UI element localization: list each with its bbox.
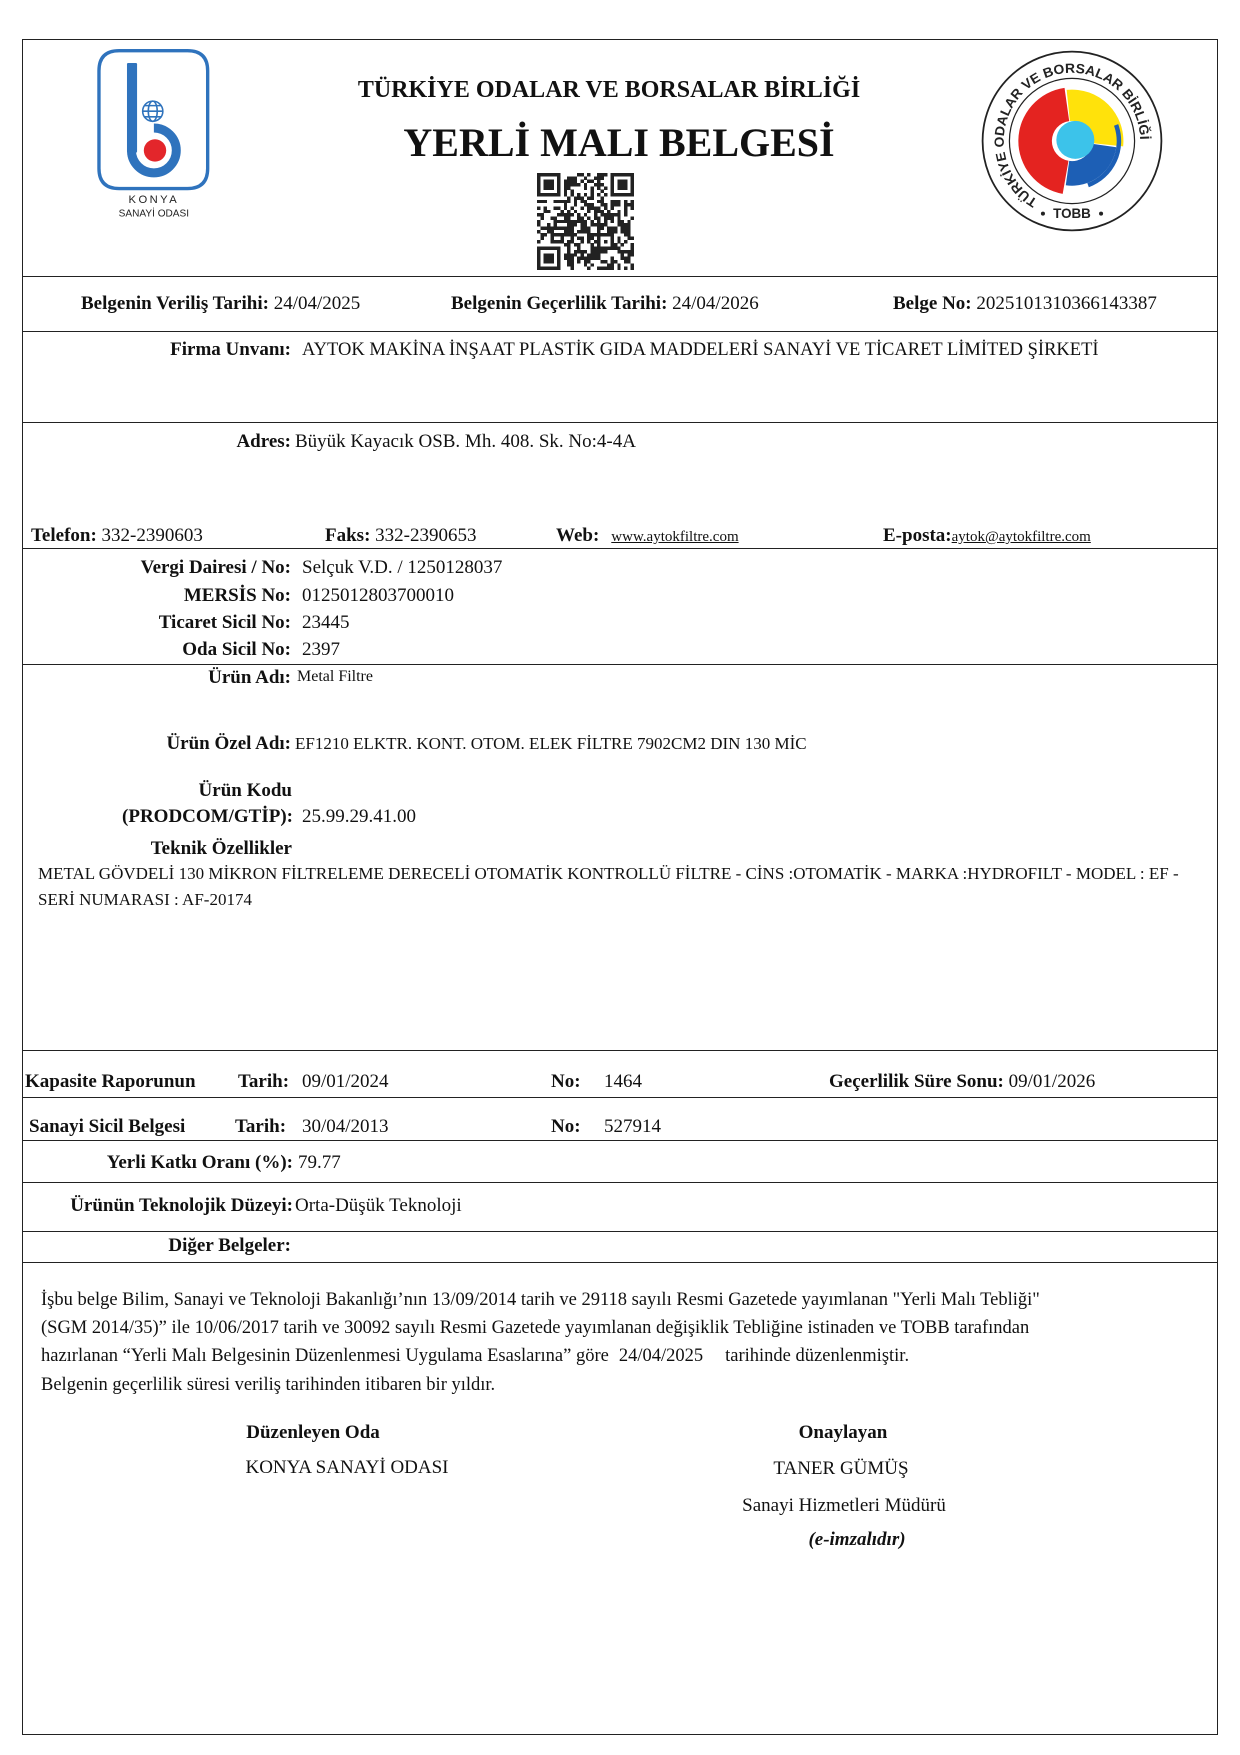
product-code-type-label: (PRODCOM/GTİP):: [122, 806, 293, 827]
tax-office-value: Selçuk V.D. / 1250128037: [302, 557, 503, 578]
validity-date-field: [451, 292, 759, 316]
industry-registry-label: Sanayi Sicil Belgesi: [29, 1116, 186, 1137]
issue-date-field: [81, 292, 360, 316]
technical-specs-text: METAL GÖVDELİ 130 MİKRON FİLTRELEME DERECELİ OTOMATİK KONTROLLÜ FİLTRE - CİNS :OTOMATİK - MARKA :HYDROFILT - MODEL : EF - SERİ NUMARASI : AF-20174: [38, 864, 1179, 909]
statement-line: [41, 1344, 1211, 1368]
capacity-report-label: Kapasite Raporunun: [25, 1071, 196, 1092]
product-code-label: Ürün Kodu: [198, 780, 292, 801]
phone-value: 332-2390603: [101, 525, 203, 546]
trade-registry-label: Ticaret Sicil No:: [158, 612, 291, 633]
approver-name: TANER GÜMÜŞ: [773, 1458, 909, 1479]
technology-level-value: Orta-Düşük Teknoloji: [295, 1195, 462, 1216]
web-label: Web:: [556, 525, 600, 546]
email-field: [883, 524, 1091, 548]
product-name-value: Metal Filtre: [297, 668, 373, 685]
product-special-name-label: Ürün Özel Adı:: [166, 733, 291, 754]
local-content-value: 79.77: [298, 1152, 341, 1173]
divider: [22, 276, 1218, 277]
statement-line: (SGM 2014/35)” ile 10/06/2017 tarih ve 30092 sayılı Resmi Gazetede yayımlanan değişiklik Tebliğine istinaden ve TOBB tarafından: [41, 1318, 1030, 1338]
statement-text: tarihinde düzenlenmiştir.: [725, 1346, 910, 1366]
capacity-report-expiry-label: Geçerlilik Süre Sonu:: [829, 1071, 1004, 1092]
technology-level-label: Ürünün Teknolojik Düzeyi:: [70, 1195, 293, 1216]
certificate-number-label: Belge No:: [893, 293, 972, 314]
fax-field: [325, 524, 476, 548]
fax-label: Faks:: [325, 525, 371, 546]
chamber-registry-value: 2397: [302, 639, 340, 660]
capacity-report-no-value: 1464: [604, 1071, 642, 1092]
issuer-title: Düzenleyen Oda: [246, 1422, 380, 1443]
web-link[interactable]: www.aytokfiltre.com: [611, 529, 739, 545]
organization-title: TÜRKİYE ODALAR VE BORSALAR BİRLİĞİ: [357, 77, 861, 103]
mersis-value: 0125012803700010: [302, 585, 454, 606]
issuer-name: KONYA SANAYİ ODASI: [245, 1457, 449, 1478]
address-value: Büyük Kayacık OSB. Mh. 408. Sk. No:4-4A: [295, 431, 636, 452]
product-code-value: 25.99.29.41.00: [302, 806, 416, 827]
konya-sanayi-odasi-logo: [90, 45, 220, 220]
statement-text: hazırlanan “Yerli Malı Belgesinin Düzenlenmesi Uygulama Esaslarına” göre: [41, 1346, 609, 1366]
divider: [22, 1231, 1218, 1232]
email-label: E-posta:: [883, 525, 952, 546]
industry-registry-date-label: Tarih:: [235, 1116, 287, 1137]
logo-dot: [1099, 212, 1103, 216]
certificate-number-value: 2025101310366143387: [976, 293, 1157, 314]
industry-registry-no-value: 527914: [604, 1116, 661, 1137]
statement-line: Belgenin geçerlilik süresi veriliş tarihinden itibaren bir yıldır.: [41, 1375, 496, 1395]
logo-dot: [1041, 212, 1045, 216]
statement-date: 24/04/2025: [618, 1346, 704, 1366]
logo-text-tobb: TOBB: [1053, 206, 1091, 222]
divider: [22, 1097, 1218, 1098]
certificate-number-field: [893, 292, 1157, 316]
logo-red-dot: [144, 139, 166, 161]
logo-ring-text-path: TÜRKİYE ODALAR VE BORSALAR BİRLİĞİ: [991, 60, 1153, 211]
product-special-name-value: EF1210 ELKTR. KONT. OTOM. ELEK FİLTRE 7902CM2 DIN 130 MİC: [295, 734, 807, 753]
divider: [22, 548, 1218, 549]
phone-label: Telefon:: [31, 525, 97, 546]
logo-frame: [99, 51, 208, 189]
logo-text-konya: KONYA: [128, 194, 180, 207]
divider: [22, 422, 1218, 423]
capacity-report-date-value: 09/01/2024: [302, 1071, 389, 1092]
document-title: YERLİ MALI BELGESİ: [403, 120, 835, 165]
validity-date-value: 24/04/2026: [672, 293, 759, 314]
approver-position: Sanayi Hizmetleri Müdürü: [742, 1495, 946, 1516]
company-name-value: AYTOK MAKİNA İNŞAAT PLASTİK GIDA MADDELERİ SANAYİ VE TİCARET LİMİTED ŞİRKETİ: [302, 340, 1099, 360]
industry-registry-date-value: 30/04/2013: [302, 1116, 389, 1137]
qr-code: [537, 173, 634, 270]
tobb-logo: [977, 46, 1167, 236]
other-documents-label: Diğer Belgeler:: [168, 1235, 291, 1256]
address-label: Adres:: [236, 431, 291, 452]
capacity-report-no-label: No:: [551, 1071, 581, 1092]
spiral-cyan-core: [1056, 121, 1094, 159]
logo-letter-b-stem: [127, 63, 137, 153]
validity-date-label: Belgenin Geçerlilik Tarihi:: [451, 293, 668, 314]
capacity-report-expiry-value: 09/01/2026: [1008, 1071, 1096, 1092]
issue-date-value: 24/04/2025: [273, 293, 361, 314]
divider: [22, 1140, 1218, 1141]
industry-registry-no-label: No:: [551, 1116, 581, 1137]
local-content-label: Yerli Katkı Oranı (%):: [106, 1152, 293, 1173]
divider: [22, 1262, 1218, 1263]
divider: [22, 331, 1218, 332]
fax-value: 332-2390653: [375, 525, 477, 546]
logo-text-sanayi-odasi: SANAYİ ODASI: [118, 208, 190, 220]
technical-specs-label: Teknik Özellikler: [150, 838, 292, 859]
mersis-label: MERSİS No:: [183, 585, 291, 606]
capacity-report-expiry-field: [829, 1070, 1095, 1094]
email-link[interactable]: aytok@aytokfiltre.com: [951, 529, 1091, 545]
divider: [22, 1182, 1218, 1183]
chamber-registry-label: Oda Sicil No:: [182, 639, 291, 660]
divider: [22, 664, 1218, 665]
tax-office-label: Vergi Dairesi / No:: [140, 557, 291, 578]
company-name-label: Firma Unvanı:: [170, 339, 291, 360]
divider: [22, 1050, 1218, 1051]
product-name-label: Ürün Adı:: [208, 667, 291, 688]
capacity-report-date-label: Tarih:: [238, 1071, 290, 1092]
statement-line: İşbu belge Bilim, Sanayi ve Teknoloji Bakanlığı’nın 13/09/2014 tarih ve 29118 sayılı Resmi Gazetede yayımlanan "Yerli Malı Tebliği": [41, 1290, 1040, 1310]
trade-registry-value: 23445: [302, 612, 350, 633]
approver-title: Onaylayan: [798, 1422, 888, 1443]
e-signature-note: (e-imzalıdır): [808, 1529, 906, 1550]
web-field: [556, 524, 739, 548]
issue-date-label: Belgenin Veriliş Tarihi:: [81, 293, 269, 314]
phone-field: [31, 524, 203, 548]
